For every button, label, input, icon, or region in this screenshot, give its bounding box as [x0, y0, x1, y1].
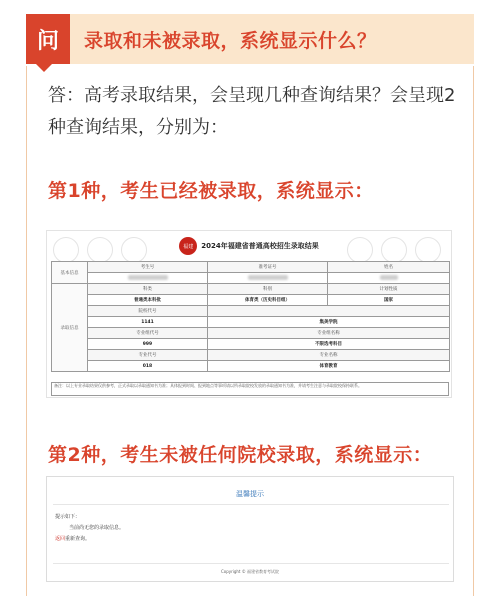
redacted-value — [88, 273, 208, 284]
notice-message: 当前尚无您的录取信息。 — [69, 525, 125, 531]
major-name: 体育教育 — [208, 361, 450, 372]
header-cell: 准考证号 — [208, 262, 328, 273]
table-row — [52, 328, 450, 339]
back-link[interactable]: 返回 — [55, 536, 66, 542]
copyright: Copyright © 福建省教育考试院 — [220, 569, 280, 574]
table-row — [52, 350, 450, 361]
question-title: 录取和未被录取，系统显示什么？ — [84, 29, 377, 52]
table-row — [52, 361, 450, 372]
basic-info-label: 基本信息 — [52, 262, 88, 284]
redacted-value — [328, 273, 450, 284]
admission-info-label: 录取信息 — [52, 284, 88, 372]
result-header — [47, 235, 451, 257]
major-group-name: 不限选考科目 — [208, 339, 450, 350]
school-name: 集美学院 — [208, 317, 450, 328]
admitted-result-screenshot — [46, 230, 452, 398]
school-code: 1141 — [88, 317, 208, 328]
major-code: 018 — [88, 361, 208, 372]
question-badge: 问 — [26, 14, 70, 64]
answer-text: 答：高考录取结果，会呈现几种查询结果？会呈现2种查询结果，分别为： — [48, 85, 456, 138]
notice-prompt: 提示如下： — [55, 514, 81, 520]
value-cell: 普通类本科批 — [88, 295, 208, 306]
value-cell: 体育类（历史科目组） — [208, 295, 328, 306]
table-row — [52, 339, 450, 350]
header-cell: 专业代号 — [88, 350, 208, 361]
header-cell: 科别 — [208, 284, 328, 295]
value-cell: 国家 — [328, 295, 450, 306]
divider — [53, 563, 449, 564]
redacted-value — [208, 273, 328, 284]
header-cell: 院校代号 — [88, 306, 208, 317]
back-suffix: 重新查询。 — [65, 536, 91, 542]
header-cell: 姓名 — [328, 262, 450, 273]
section2-title: 第2种，考生未被任何院校录取，系统显示： — [48, 444, 433, 466]
back-line — [55, 535, 90, 542]
result-title: 2024年福建省普通高校招生录取结果 — [201, 242, 319, 250]
table-row — [52, 306, 450, 317]
header-cell — [208, 306, 450, 317]
section1-title: 第1种，考生已经被录取，系统显示： — [48, 180, 374, 202]
header-cell: 考生号 — [88, 262, 208, 273]
seal-icon: 福建 — [179, 237, 197, 255]
header-cell: 计划性质 — [328, 284, 450, 295]
major-group-code: 999 — [88, 339, 208, 350]
not-admitted-screenshot — [46, 476, 454, 582]
table-row — [52, 295, 450, 306]
header-cell: 专业名称 — [208, 350, 450, 361]
result-note: 备注：以上专业录取结果仅供参考，正式录取以录取通知书为准；具体报到时间、报到地点等事项请以所录取院校发放的录取通知书为准，并请考生注意与录取院校保持联系。 — [51, 382, 449, 396]
table-row — [52, 284, 450, 295]
header-cell: 专业组名称 — [208, 328, 450, 339]
divider — [53, 504, 449, 505]
admission-table — [51, 261, 450, 372]
header-cell: 专业组代号 — [88, 328, 208, 339]
table-row — [52, 273, 450, 284]
table-row — [52, 317, 450, 328]
notice-title: 温馨提示 — [236, 490, 264, 498]
question-banner — [26, 14, 474, 64]
table-row — [52, 262, 450, 273]
header-cell: 科类 — [88, 284, 208, 295]
